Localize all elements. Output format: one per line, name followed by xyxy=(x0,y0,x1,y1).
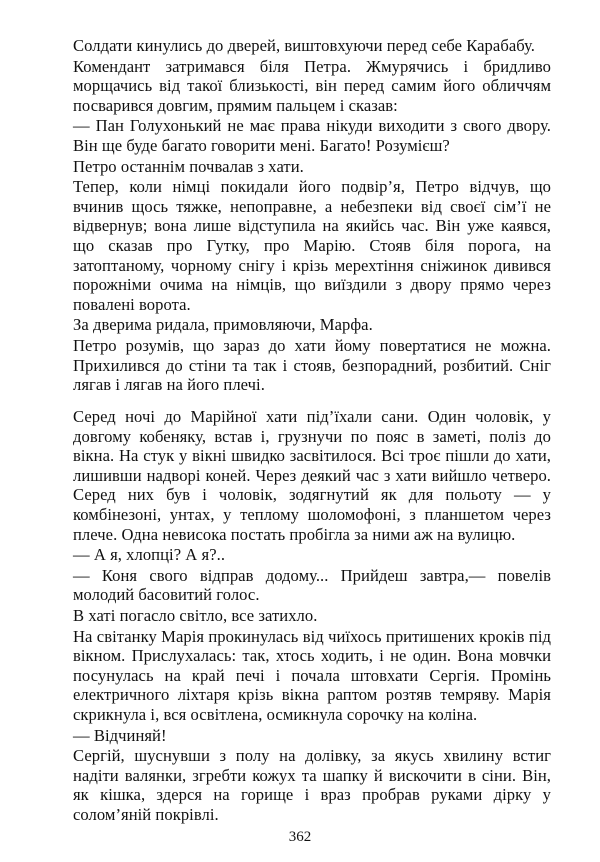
text-section-1 xyxy=(73,36,551,395)
paragraph: Солдати кинулись до дверей, виштовхуючи перед себе Карабабу. xyxy=(73,36,535,55)
paragraph: На світанку Марія прокинулась від чиїхось притишених кроків під вікном. Прислухалась: так, хтось ходить, і не один. Вона мовчки посунулась на край печі і почала штовхати Сергія. Промінь електричного ліхтаря крізь вікна раптом розтяв темряву. Марія скрикнула і, вся освітлена, осмикнула сорочку на коліна. xyxy=(73,626,551,724)
paragraph: Тепер, коли німці покидали його подвір’я, Петро відчув, що вчинив щось тяжке, непоправне, а небезпеки від своєї сім’ї не відвернув; вона лише відступила на якийсь час. Він уже каявся, що сказав про Гутку, про Марію. Стояв біля порога, на затоптаному, чорному снігу і крізь мерехтіння сніжинок дивився порожніми очима на німців, що виїздили з двору прямо через повалені ворота. xyxy=(73,177,551,314)
text-section-2 xyxy=(73,407,551,824)
paragraph: — Відчиняй! xyxy=(73,725,167,745)
paragraph: Петро розумів, що зараз до хати йому повертатися не можна. Прихилився до стіни та так і стояв, безпорадний, розбитий. Сніг лягав і лягав на його плечі. xyxy=(73,335,551,395)
paragraph: Сергій, шуснувши з полу на долівку, за якусь хвилину встиг надіти валянки, згребти кожух та шапку й вискочити в сіни. Він, як кішка, здерся на горище і враз пробрав руками дірку у солом’яній покрівлі. xyxy=(73,746,551,824)
paragraph: — А я, хлопці? А я?.. xyxy=(73,545,226,565)
paragraph: За дверима ридала, примовляючи, Марфа. xyxy=(73,315,373,335)
page-number: 362 xyxy=(288,829,312,845)
paragraph: Комендант затримався біля Петра. Жмурячись і бридливо морщачись від такої близькості, він перед самим його обличчям посварився довгим, прямим пальцем і сказав: xyxy=(73,56,551,115)
paragraph: Серед ночі до Марійної хати під’їхали сани. Один чоловік, у довгому кобеняку, встав і, грузнучи по пояс в заметі, поліз до вікна. На стук у вікні швидко засвітилося. Всі троє пішли до хати, лишивши надворі коней. Через деякий час з хати вийшло четверо. Серед них був і чоловік, зодягнутий як для польоту — у комбінезоні, унтах, у теплому шоломофоні, з планшетом через плече. Одна невисока постать пробігла за ними аж на вулицю. xyxy=(73,407,551,544)
paragraph: — Коня свого відправ додому... Прийдеш завтра,— повелів молодий басовитий голос. xyxy=(73,565,551,605)
paragraph: В хаті погасло світло, все затихло. xyxy=(73,605,318,625)
paragraph: Петро останнім почвалав з хати. xyxy=(73,156,304,176)
paragraph: — Пан Голухонький не має права нікуди виходити з свого двору. Він ще буде багато говорити мені. Багато! Розумієш? xyxy=(73,116,551,155)
